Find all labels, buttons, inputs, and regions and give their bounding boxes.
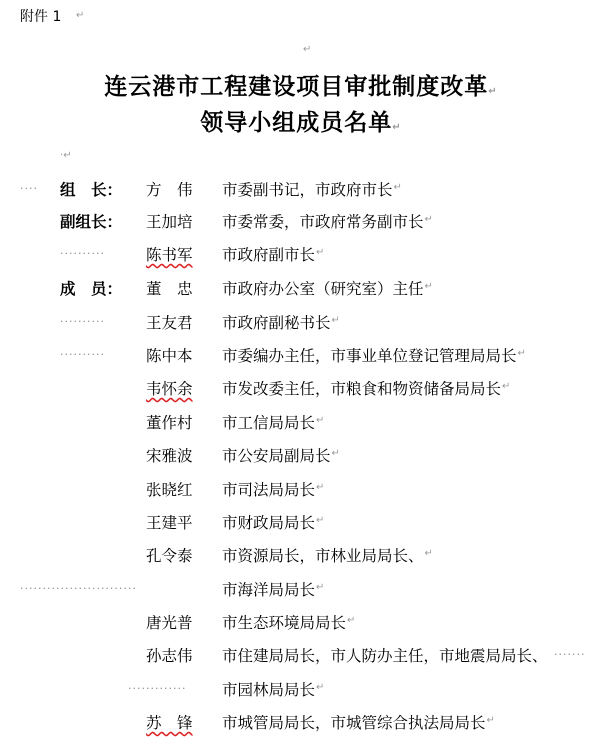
member-name: 孙志伟 [146,647,193,665]
member-name: 董 忠 [146,280,193,298]
leading-dots: ·········· [60,348,105,361]
member-position: 市园林局局长 [222,681,316,699]
paragraph-mark: ↵ [347,615,356,626]
member-name: 王友君 [146,314,193,332]
member-name: 董作村 [146,414,193,432]
member-position: 市海洋局局长 [222,581,316,599]
member-name: 张晓红 [146,481,193,499]
member-position: 市政府办公室（研究室）主任 [222,280,424,298]
member-name: 王建平 [146,514,193,532]
member-position: 市工信局局长 [222,414,316,432]
leading-dots: ·························· [20,582,137,595]
paragraph-mark: ↵ [316,515,325,526]
member-position: 市城管局局长，市城管综合执法局局长 [222,714,486,732]
paragraph-mark: ↵ [316,482,325,493]
member-name: 唐光普 [146,614,193,632]
member-name: 宋雅波 [146,447,193,465]
member-position: 市委副书记，市政府市长 [222,181,393,199]
leading-dots: ·········· [60,247,105,260]
member-position: 市委编办主任，市事业单位登记管理局局长 [222,347,517,365]
document-title-line-2: 领导小组成员名单↵ [200,109,402,136]
member-name: 韦怀余 [146,380,193,398]
paragraph-mark: ↵ [424,548,433,559]
member-position: 市生态环境局局长 [222,614,347,632]
role-label: 副组长： [60,212,123,231]
paragraph-mark: ↵ [331,315,340,326]
paragraph-mark: ↵ [303,44,312,55]
paragraph-mark: ↵ [424,281,433,292]
paragraph-mark: ↵ [393,182,402,193]
paragraph-mark: ↵ [517,348,526,359]
paragraph-mark: ↵ [316,247,325,258]
paragraph-mark: ↵ [76,10,85,21]
document-title-line-1: 连云港市工程建设项目审批制度改革↵ [104,73,498,100]
paragraph-mark: ·↵ [60,150,72,161]
member-position: 市政府副市长 [222,246,316,264]
leading-dots: ·········· [60,315,105,328]
member-position: 市司法局局长 [222,481,316,499]
member-name: 王加培 [146,213,193,231]
paragraph-mark: ↵ [331,448,340,459]
paragraph-mark: ↵ [486,715,495,726]
member-position: 市住建局局长，市人防办主任，市地震局局长、 [222,647,548,665]
member-name: 孔令泰 [146,547,193,565]
member-name: 陈书军 [146,246,193,264]
member-position: 市发改委主任，市粮食和物资储备局局长 [222,380,502,398]
paragraph-mark: ↵ [316,415,325,426]
leading-dots: ············· [128,682,187,695]
member-position: 市财政局局长 [222,514,316,532]
member-name: 方 伟 [146,181,193,199]
member-position: 市公安局副局长 [222,447,331,465]
trailing-dots: ······· [554,648,586,661]
member-name: 苏 锋 [146,714,193,732]
paragraph-mark: ↵ [502,381,511,392]
member-position: 市委常委，市政府常务副市长 [222,213,424,231]
paragraph-mark: ↵ [316,682,325,693]
member-name: 陈中本 [146,347,193,365]
leading-dots: ···· [20,182,38,195]
member-position: 市资源局长，市林业局局长、 [222,547,424,565]
role-label: 组 长： [60,180,123,199]
member-position: 市政府副秘书长 [222,314,331,332]
paragraph-mark: ↵ [424,214,433,225]
paragraph-mark: ↵ [316,582,325,593]
attachment-label: 附件 1 [20,9,62,25]
role-label: 成 员： [60,279,123,298]
